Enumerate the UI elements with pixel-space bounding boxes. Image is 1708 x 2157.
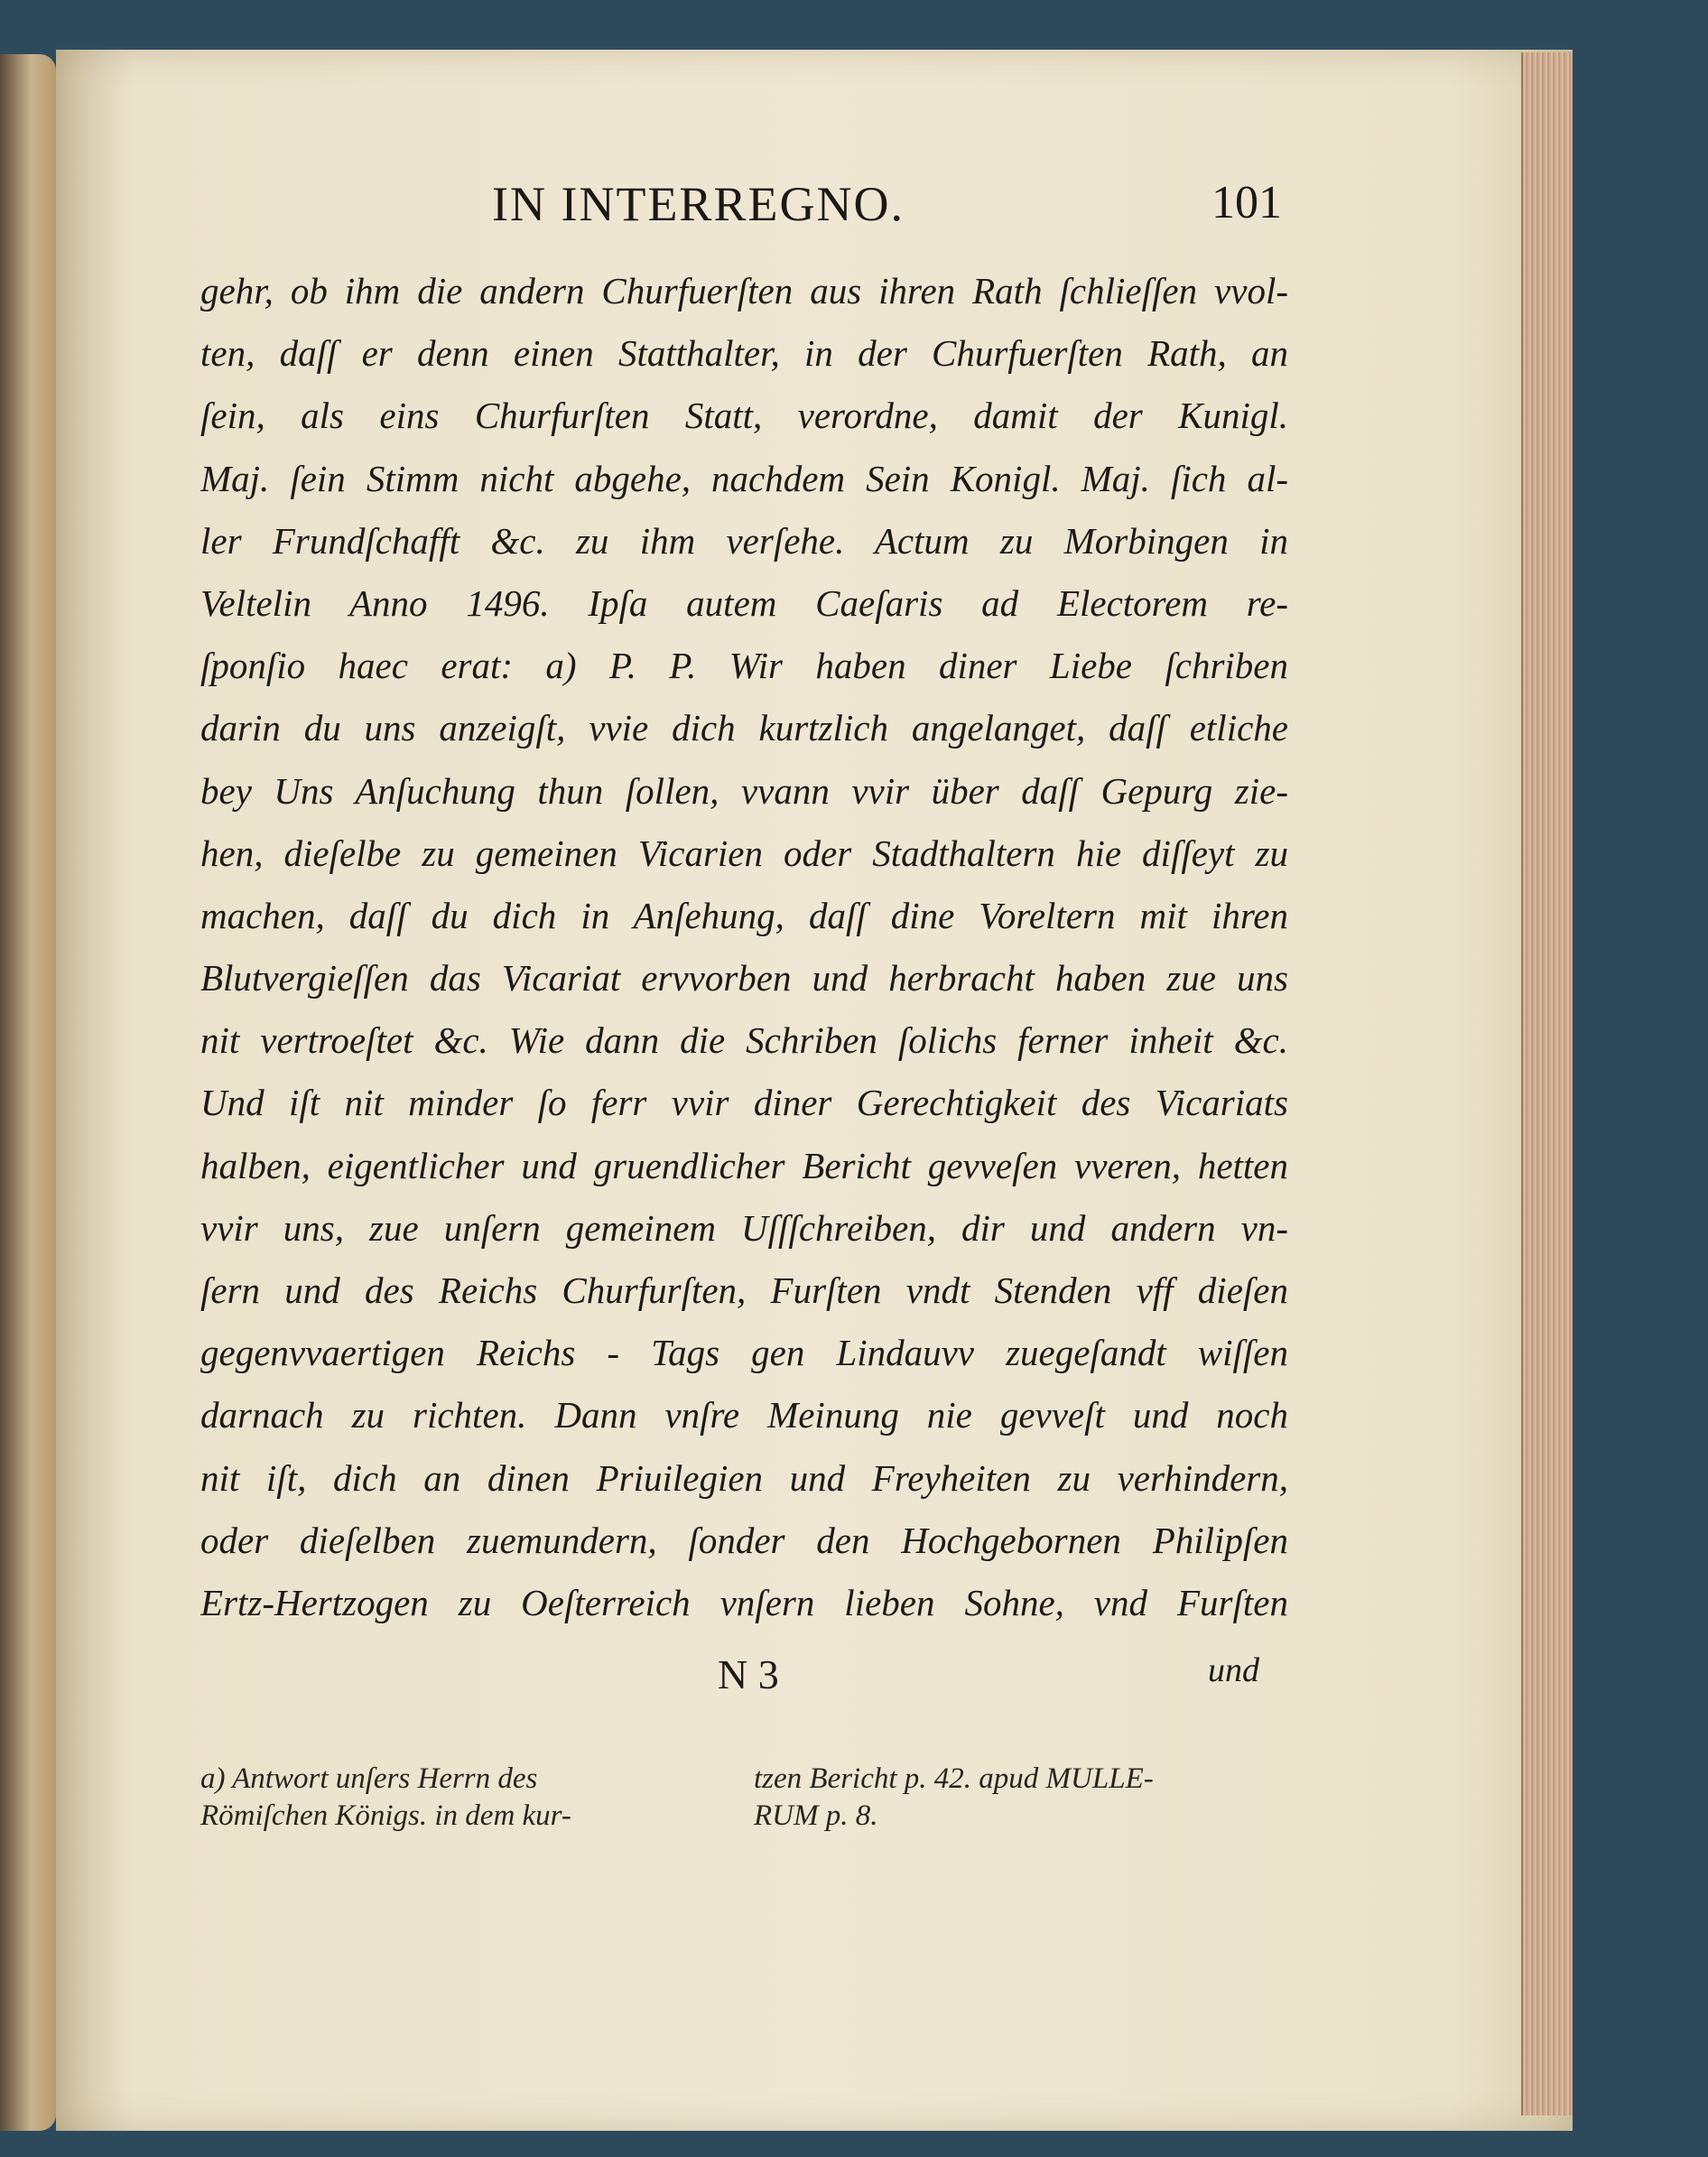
text-line: ſponſio haec erat: a) P. P. Wir haben diner Liebe ſchriben xyxy=(200,645,1288,687)
text-line: ſern und des Reichs Churfurſten, Furſten vndt Stenden vff dieſen xyxy=(200,1269,1288,1311)
text-line: oder dieſelben zuemundern, ſonder den Hochgebornen Philipſen xyxy=(200,1519,1288,1561)
text-line: darin du uns anzeigſt, vvie dich kurtzlich angelanget, daſſ etliche xyxy=(200,707,1288,749)
text-line: bey Uns Anſuchung thun ſollen, vvann vvir über daſſ Gepurg zie- xyxy=(200,769,1288,812)
text-line: Blutvergieſſen das Vicariat ervvorben und herbracht haben zue uns xyxy=(200,957,1288,999)
page-block-edge xyxy=(1521,52,1573,2115)
catchword: und xyxy=(1208,1651,1259,1689)
page-header xyxy=(190,176,1282,230)
footnote-line: Römiſchen Königs. in dem kur- xyxy=(200,1799,571,1832)
text-line: machen, daſſ du dich in Anſehung, daſſ dine Voreltern mit ihren xyxy=(200,894,1288,936)
running-title: IN INTERREGNO. xyxy=(492,177,905,231)
text-line: nit vertroeſtet &c. Wie dann die Schriben ſolichs ferner inheit &c. xyxy=(200,1019,1288,1062)
text-line: ten, daſſ er denn einen Statthalter, in der Churfuerſten Rath, an xyxy=(200,332,1288,375)
text-line: vvir uns, zue unſern gemeinem Uſſſchreiben, dir und andern vn- xyxy=(200,1206,1288,1249)
page-number: 101 xyxy=(1211,177,1282,228)
footnote-line: tzen Bericht p. 42. apud MULLE- xyxy=(754,1762,1154,1795)
text-line: hen, dieſelbe zu gemeinen Vicarien oder Stadthaltern hie diſſeyt zu xyxy=(200,832,1288,874)
footnote-line: RUM p. 8. xyxy=(754,1799,878,1832)
text-line: gehr, ob ihm die andern Churfuerſten aus ihren Rath ſchlieſſen vvol- xyxy=(200,270,1288,311)
text-line: darnach zu richten. Dann vnſre Meinung nie gevveſt und noch xyxy=(200,1394,1288,1436)
text-line: gegenvvaertigen Reichs - Tags gen Lindauvv zuegeſandt wiſſen xyxy=(200,1332,1288,1374)
footnote-line: a) Antwort unſers Herrn des xyxy=(200,1762,538,1795)
text-line: halben, eigentlicher und gruendlicher Bericht gevveſen vveren, hetten xyxy=(200,1144,1288,1186)
text-line: nit iſt, dich an dinen Priuilegien und Freyheiten zu verhindern, xyxy=(200,1456,1288,1499)
text-line: ſein, als eins Churfurſten Statt, verordne, damit der Kunigl. xyxy=(200,395,1288,437)
footnote-column-right xyxy=(754,1761,1259,1835)
text-line: Ertz-Hertzogen zu Oeſterreich vnſern lieben Sohne, vnd Furſten xyxy=(200,1581,1288,1623)
footnote-column-left xyxy=(200,1761,706,1835)
body-text xyxy=(200,260,1288,1634)
text-line: Maj. ſein Stimm nicht abgehe, nachdem Sein Konigl. Maj. ſich al- xyxy=(200,457,1288,499)
text-line: ler Frundſchafft &c. zu ihm verſehe. Actum zu Morbingen in xyxy=(200,519,1288,562)
facing-page-edge xyxy=(0,54,56,2131)
text-line: Veltelin Anno 1496. Ipſa autem Caeſaris ad Electorem re- xyxy=(200,581,1288,624)
signature-mark: N 3 xyxy=(718,1651,779,1697)
text-line: Und iſt nit minder ſo ferr vvir diner Gerechtigkeit des Vicariats xyxy=(200,1082,1288,1124)
